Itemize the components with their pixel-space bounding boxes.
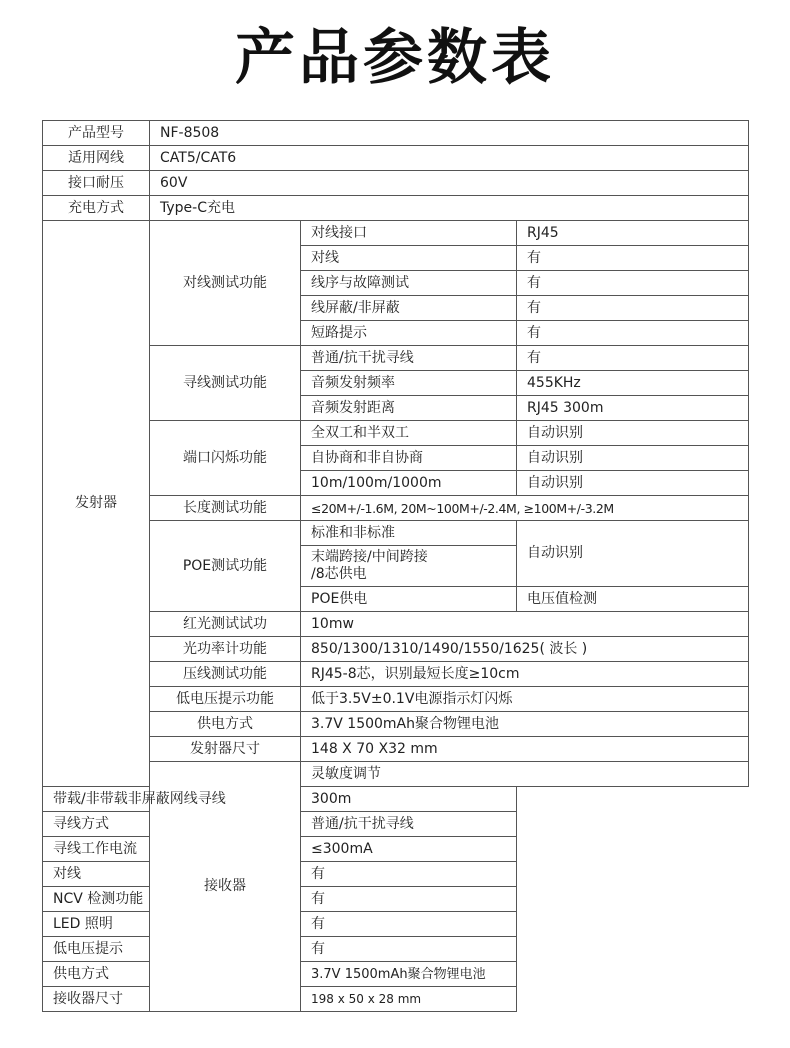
row-value: 有 [517, 246, 749, 271]
table-row [43, 887, 749, 912]
table-row [43, 912, 749, 937]
group-label: 红光测试试功 [150, 612, 301, 637]
row-value: 有 [301, 862, 517, 887]
row-item: 供电方式 [43, 962, 301, 987]
row-value: CAT5/CAT6 [150, 146, 749, 171]
row-value: RJ45 [517, 221, 749, 246]
table-row [43, 937, 749, 962]
row-value: 3.7V 1500mAh聚合物锂电池 [301, 962, 517, 987]
row-item: POE供电 [301, 587, 517, 612]
receiver-section-label: 接收器 [150, 762, 301, 1012]
table-row [43, 221, 749, 246]
row-item: 线序与故障测试 [301, 271, 517, 296]
row-item: 线屏蔽/非屏蔽 [301, 296, 517, 321]
row-item: NCV 检测功能 [43, 887, 301, 912]
row-item: 低电压提示 [43, 937, 301, 962]
group-label: 低电压提示功能 [150, 687, 301, 712]
row-value: 148 X 70 X32 mm [301, 737, 749, 762]
row-label: 接口耐压 [43, 171, 150, 196]
row-item: 对线 [43, 862, 301, 887]
row-value: 普通/抗干扰寻线 [301, 812, 517, 837]
row-value: 有 [517, 321, 749, 346]
row-item: 短路提示 [301, 321, 517, 346]
row-value: 有 [517, 346, 749, 371]
table-row [43, 171, 749, 196]
row-item: 普通/抗干扰寻线 [301, 346, 517, 371]
row-value: 自动识别 [517, 521, 749, 587]
row-item: 带载/非带载非屏蔽网线寻线 [43, 787, 301, 812]
row-value: ≤300mA [301, 837, 517, 862]
row-value: 低于3.5V±0.1V电源指示灯闪烁 [301, 687, 749, 712]
table-row [43, 962, 749, 987]
row-item: 自协商和非自协商 [301, 446, 517, 471]
row-item: 接收器尺寸 [43, 987, 301, 1012]
row-item: 音频发射距离 [301, 396, 517, 421]
row-value: 10mw [301, 612, 749, 637]
row-item: 对线 [301, 246, 517, 271]
group-label: 端口闪烁功能 [150, 421, 301, 496]
row-value: Type-C充电 [150, 196, 749, 221]
row-item: 对线接口 [301, 221, 517, 246]
row-value: 有 [301, 887, 517, 912]
group-label: 对线测试功能 [150, 221, 301, 346]
row-value: 有 [517, 296, 749, 321]
row-value: ≤20M+/-1.6M, 20M~100M+/-2.4M, ≥100M+/-3.2M [301, 496, 749, 521]
group-label: 寻线测试功能 [150, 346, 301, 421]
table-row [43, 146, 749, 171]
spec-table [42, 120, 749, 1012]
row-value: 455KHz [517, 371, 749, 396]
row-item: 寻线方式 [43, 812, 301, 837]
table-row [43, 862, 749, 887]
row-value: 有 [301, 937, 517, 962]
row-value: RJ45-8芯，识别最短长度≥10cm [301, 662, 749, 687]
row-value: NF-8508 [150, 121, 749, 146]
row-value: 3.7V 1500mAh聚合物锂电池 [301, 712, 749, 737]
row-value: 198 x 50 x 28 mm [301, 987, 517, 1012]
row-label: 产品型号 [43, 121, 150, 146]
row-value: RJ45 300m [517, 396, 749, 421]
row-value: 自动识别 [517, 446, 749, 471]
row-label: 适用网线 [43, 146, 150, 171]
row-item: 音频发射频率 [301, 371, 517, 396]
row-value: 850/1300/1310/1490/1550/1625( 波长 ) [301, 637, 749, 662]
row-item: 寻线工作电流 [43, 837, 301, 862]
row-value: 自动识别 [517, 421, 749, 446]
row-value: 300m [301, 787, 517, 812]
row-item-line: 末端跨接/中间跨接 [311, 549, 428, 565]
row-value: 60V [150, 171, 749, 196]
group-label: 光功率计功能 [150, 637, 301, 662]
row-value: 有 [301, 912, 517, 937]
table-row [43, 837, 749, 862]
table-row [43, 787, 749, 812]
row-item: 灵敏度调节 [301, 762, 749, 787]
page-title: 产品参数表 [235, 23, 555, 93]
table-row [43, 812, 749, 837]
row-item: LED 照明 [43, 912, 301, 937]
row-label: 充电方式 [43, 196, 150, 221]
table-row [43, 196, 749, 221]
group-label: 压线测试功能 [150, 662, 301, 687]
group-label: 发射器尺寸 [150, 737, 301, 762]
row-value: 有 [517, 271, 749, 296]
row-value: 自动识别 [517, 471, 749, 496]
table-row [43, 121, 749, 146]
row-item-line: /8芯供电 [311, 566, 367, 582]
row-item [301, 546, 517, 587]
table-row [43, 987, 749, 1012]
group-label: POE测试功能 [150, 521, 301, 612]
row-item: 10m/100m/1000m [301, 471, 517, 496]
group-label: 供电方式 [150, 712, 301, 737]
row-item: 标准和非标准 [301, 521, 517, 546]
transmitter-section-label: 发射器 [43, 221, 150, 787]
row-item: 全双工和半双工 [301, 421, 517, 446]
row-value: 电压值检测 [517, 587, 749, 612]
group-label: 长度测试功能 [150, 496, 301, 521]
